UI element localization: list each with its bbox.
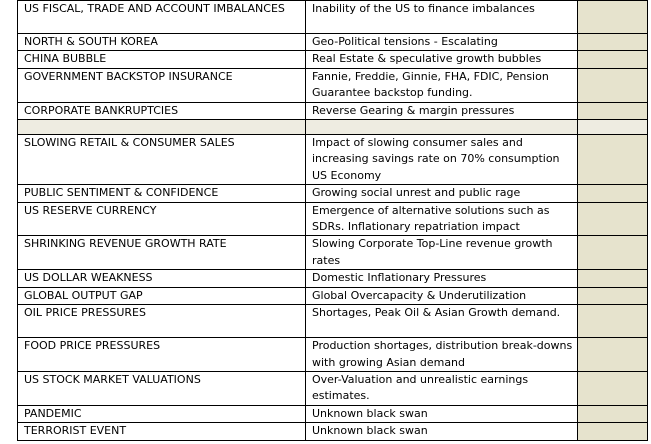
rating-cell	[578, 338, 648, 372]
rating-cell	[578, 135, 648, 185]
risk-table	[17, 0, 648, 441]
table-row	[18, 135, 648, 185]
table-row	[18, 405, 648, 422]
rating-cell	[578, 371, 648, 405]
risk-name-cell: NORTH & SOUTH KOREA	[18, 34, 306, 51]
table-row	[18, 202, 648, 236]
risk-name-cell: SLOWING RETAIL & CONSUMER SALES	[18, 135, 306, 185]
rating-cell	[578, 270, 648, 287]
spacer-row	[18, 120, 648, 135]
table-row	[18, 34, 648, 51]
table-row	[18, 68, 648, 102]
rating-cell	[578, 405, 648, 422]
rating-cell	[578, 423, 648, 440]
table-row	[18, 1, 648, 34]
risk-description-cell: Impact of slowing consumer sales and increasing savings rate on 70% consumption US Economy	[306, 135, 578, 185]
table-row	[18, 423, 648, 440]
rating-cell	[578, 1, 648, 34]
risk-name-cell: US RESERVE CURRENCY	[18, 202, 306, 236]
risk-description-cell: Inability of the US to finance imbalances	[306, 1, 578, 34]
rating-cell	[578, 102, 648, 119]
risk-description-cell: Real Estate & speculative growth bubbles	[306, 51, 578, 68]
table-row	[18, 270, 648, 287]
risk-name-cell: PANDEMIC	[18, 405, 306, 422]
table-row	[18, 305, 648, 338]
spacer-cell	[578, 120, 648, 135]
table-row	[18, 51, 648, 68]
risk-name-cell: GLOBAL OUTPUT GAP	[18, 287, 306, 304]
rating-cell	[578, 287, 648, 304]
risk-description-cell: Growing social unrest and public rage	[306, 185, 578, 202]
rating-cell	[578, 305, 648, 338]
table-row	[18, 102, 648, 119]
risk-description-cell: Shortages, Peak Oil & Asian Growth demand.	[306, 305, 578, 338]
risk-name-cell: US STOCK MARKET VALUATIONS	[18, 371, 306, 405]
rating-cell	[578, 236, 648, 270]
table-row	[18, 371, 648, 405]
risk-description-cell: Domestic Inflationary Pressures	[306, 270, 578, 287]
risk-description-cell: Production shortages, distribution break-downs with growing Asian demand	[306, 338, 578, 372]
risk-name-cell: GOVERNMENT BACKSTOP INSURANCE	[18, 68, 306, 102]
risk-table-body	[18, 1, 648, 441]
risk-description-cell: Slowing Corporate Top-Line revenue growth rates	[306, 236, 578, 270]
table-row	[18, 287, 648, 304]
spacer-cell	[18, 120, 306, 135]
table-row	[18, 236, 648, 270]
risk-name-cell: FOOD PRICE PRESSURES	[18, 338, 306, 372]
spacer-cell	[306, 120, 578, 135]
rating-cell	[578, 68, 648, 102]
rating-cell	[578, 34, 648, 51]
risk-name-cell: TERRORIST EVENT	[18, 423, 306, 440]
risk-description-cell: Over-Valuation and unrealistic earnings estimates.	[306, 371, 578, 405]
risk-description-cell: Reverse Gearing & margin pressures	[306, 102, 578, 119]
risk-name-cell: CORPORATE BANKRUPTCIES	[18, 102, 306, 119]
table-row	[18, 338, 648, 372]
rating-cell	[578, 51, 648, 68]
risk-name-cell: PUBLIC SENTIMENT & CONFIDENCE	[18, 185, 306, 202]
risk-name-cell: CHINA BUBBLE	[18, 51, 306, 68]
risk-name-cell: SHRINKING REVENUE GROWTH RATE	[18, 236, 306, 270]
risk-name-cell: US DOLLAR WEAKNESS	[18, 270, 306, 287]
risk-description-cell: Geo-Political tensions - Escalating	[306, 34, 578, 51]
risk-description-cell: Fannie, Freddie, Ginnie, FHA, FDIC, Pension Guarantee backstop funding.	[306, 68, 578, 102]
risk-description-cell: Unknown black swan	[306, 405, 578, 422]
risk-name-cell: OIL PRICE PRESSURES	[18, 305, 306, 338]
rating-cell	[578, 202, 648, 236]
risk-description-cell: Global Overcapacity & Underutilization	[306, 287, 578, 304]
table-row	[18, 185, 648, 202]
risk-name-cell: US FISCAL, TRADE AND ACCOUNT IMBALANCES	[18, 1, 306, 34]
risk-description-cell: Unknown black swan	[306, 423, 578, 440]
rating-cell	[578, 185, 648, 202]
risk-description-cell: Emergence of alternative solutions such as SDRs. Inflationary repatriation impact	[306, 202, 578, 236]
